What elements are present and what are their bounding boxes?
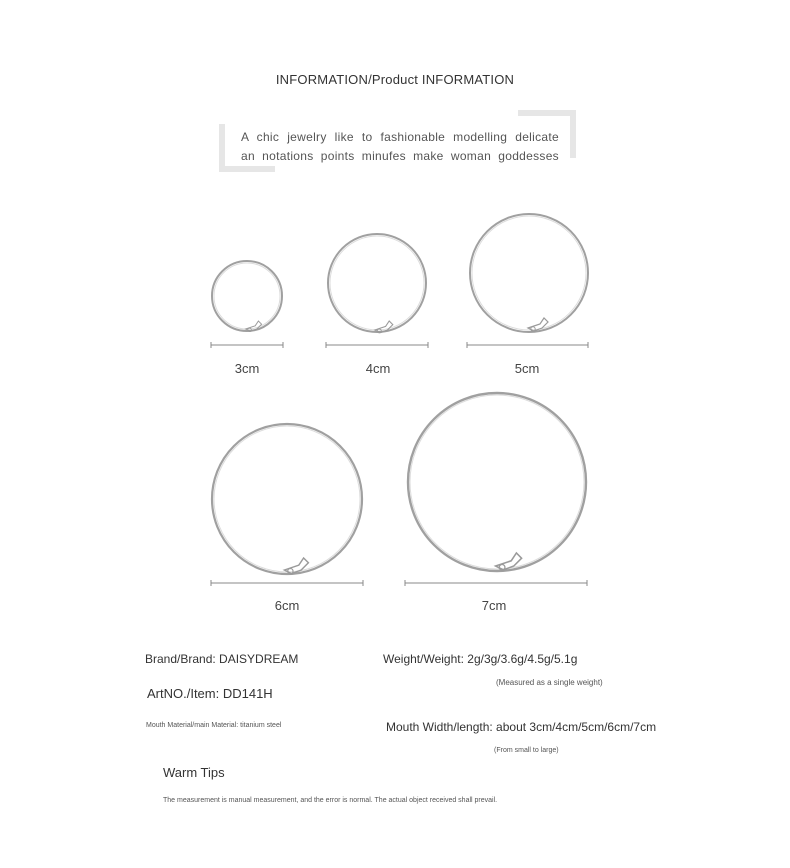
- warm-tips-title: Warm Tips: [163, 765, 225, 780]
- art-number-info: ArtNO./Item: DD141H: [147, 686, 273, 701]
- size-label-6cm: 6cm: [274, 598, 300, 613]
- hoop-5cm: [470, 214, 588, 332]
- tagline-line-1: A chic jewelry like to fashionable modelling delicate: [241, 130, 559, 144]
- page-title: INFORMATION/Product INFORMATION: [275, 72, 515, 87]
- hoop-3cm: [212, 261, 282, 332]
- weight-note: (Measured as a single weight): [496, 678, 603, 687]
- measure-line-4cm: [326, 342, 428, 348]
- measure-line-5cm: [467, 342, 588, 348]
- material-info: Mouth Material/main Material: titanium steel: [146, 722, 282, 729]
- measure-line-7cm: [405, 580, 587, 586]
- size-label-4cm: 4cm: [365, 361, 391, 376]
- size-label-3cm: 3cm: [234, 361, 260, 376]
- warm-tips-text: The measurement is manual measurement, and the error is normal. The actual object received shall prevail.: [163, 797, 498, 804]
- size-label-7cm: 7cm: [481, 598, 507, 613]
- brand-info: Brand/Brand: DAISYDREAM: [145, 652, 299, 666]
- mouth-width-info: Mouth Width/length: about 3cm/4cm/5cm/6cm/7cm: [386, 720, 657, 734]
- tagline-line-2: an notations points minufes make woman goddesses: [241, 149, 559, 163]
- measure-line-3cm: [211, 342, 283, 348]
- measure-line-6cm: [211, 580, 363, 586]
- weight-info: Weight/Weight: 2g/3g/3.6g/4.5g/5.1g: [383, 652, 578, 666]
- hoop-7cm: [408, 393, 586, 571]
- hoop-4cm: [328, 234, 426, 333]
- size-label-5cm: 5cm: [514, 361, 540, 376]
- hoop-6cm: [212, 424, 362, 574]
- mouth-width-note: (From small to large): [494, 747, 559, 754]
